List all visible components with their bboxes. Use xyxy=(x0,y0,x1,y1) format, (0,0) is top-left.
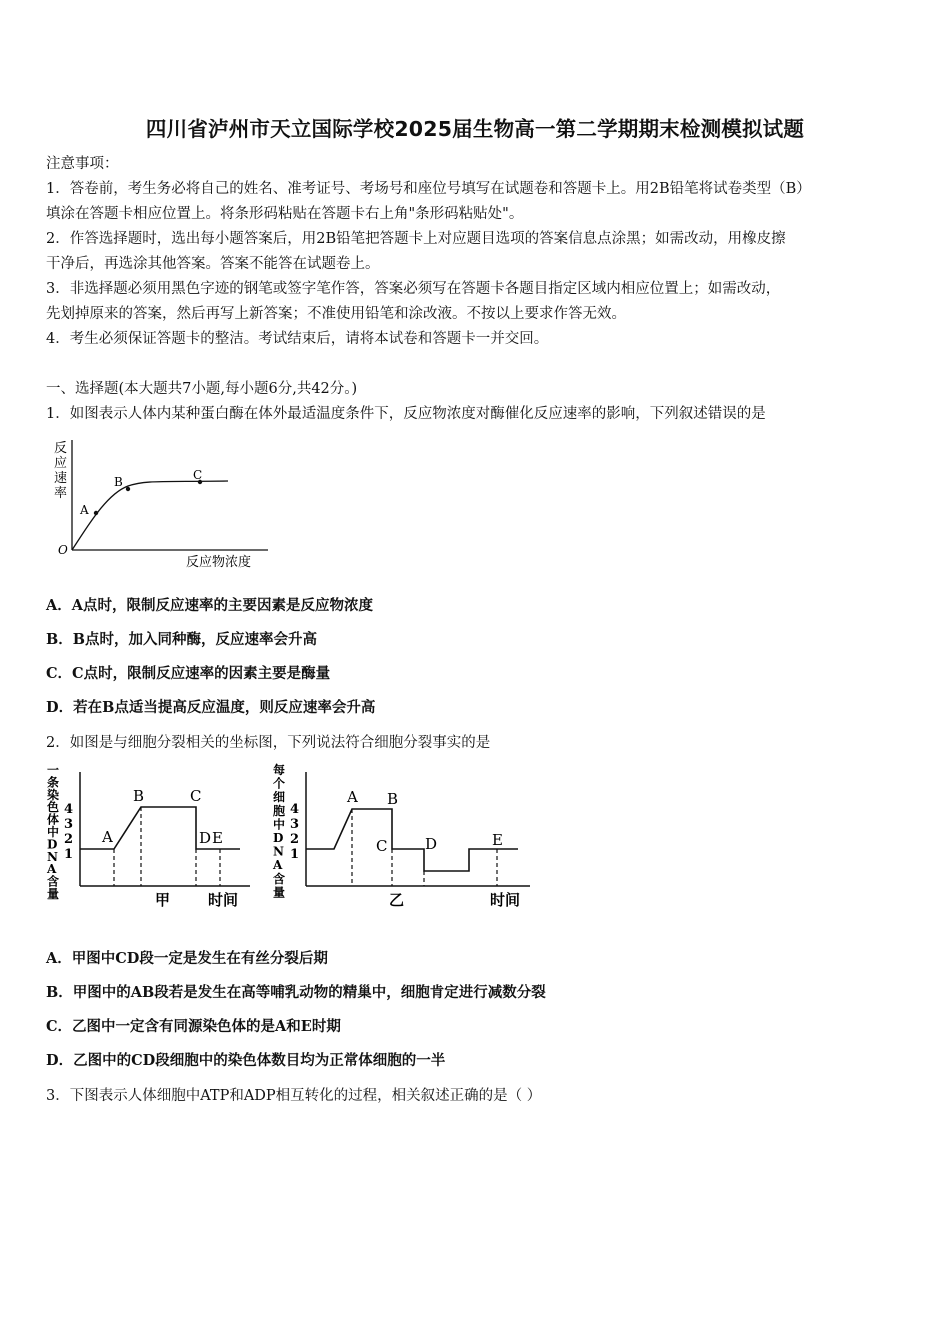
jia-ylabel xyxy=(46,763,59,901)
jia-ylabel-char: 含 xyxy=(47,874,60,889)
q2-option-a[interactable]: A．甲图中CD段一定是发生在有丝分裂后期 xyxy=(46,950,328,967)
jia-point-label: C xyxy=(190,787,202,805)
jia-ylabel-char: 体 xyxy=(47,812,60,827)
q2-option-d[interactable]: D．乙图中的CD段细胞中的染色体数目均为正常体细胞的一半 xyxy=(46,1052,446,1069)
notes-line: 3．非选择题必须用黑色字迹的钢笔或签字笔作答，答案必须写在答题卡各题目指定区域内相应位置上；如需改动， xyxy=(46,281,781,297)
jia-point-label: D xyxy=(199,829,212,847)
yi-ylabel-char: D xyxy=(273,831,284,845)
q2-chart-jia xyxy=(44,760,254,915)
q1-curve xyxy=(72,481,228,550)
jia-point-label: A xyxy=(102,828,113,846)
q1-option-a[interactable]: A．A点时，限制反应速率的主要因素是反应物浓度 xyxy=(46,597,374,614)
yi-ylabel-char: 细 xyxy=(273,790,286,805)
yi-ytick: 2 xyxy=(290,832,300,847)
q1-reaction-rate-graph xyxy=(46,434,276,574)
jia-ylabel-char: 色 xyxy=(47,800,60,815)
yi-ylabel-char: 量 xyxy=(273,885,286,900)
question-2-stem: 2．如图是与细胞分裂相关的坐标图，下列说法符合细胞分裂事实的是 xyxy=(46,735,491,751)
q1-ylabel-char: 反 xyxy=(54,441,68,456)
yi-ylabel-char: 个 xyxy=(273,776,286,791)
jia-ylabel-char: 中 xyxy=(47,825,60,839)
section-heading: 一、选择题(本大题共7小题,每小题6分,共42分。) xyxy=(46,381,358,397)
q2-option-c[interactable]: C．乙图中一定含有同源染色体的是A和E时期 xyxy=(46,1018,341,1035)
yi-xlabel: 时间 xyxy=(490,891,521,909)
notes-line: 4．考生必须保证答题卡的整洁。考试结束后，请将本试卷和答题卡一并交回。 xyxy=(46,331,549,347)
notes-line: 干净后，再选涂其他答案。答案不能答在试题卷上。 xyxy=(46,256,380,272)
question-1-stem: 1．如图表示人体内某种蛋白酶在体外最适温度条件下，反应物浓度对酶催化反应速率的影响，下列叙述错误的是 xyxy=(46,406,766,422)
q1-option-c[interactable]: C．C点时，限制反应速率的因素主要是酶量 xyxy=(46,665,331,682)
jia-ytick: 1 xyxy=(64,847,74,862)
yi-ylabel-char: A xyxy=(273,858,283,873)
question-3-stem: 3．下图表示人体细胞中ATP和ADP相互转化的过程，相关叙述正确的是（ ） xyxy=(46,1088,542,1104)
jia-ylabel-char: 条 xyxy=(47,775,60,790)
yi-ylabel-char: 每 xyxy=(273,763,286,777)
jia-name-label: 甲 xyxy=(155,891,171,909)
notes-heading: 注意事项： xyxy=(46,156,119,172)
yi-ytick: 4 xyxy=(290,802,300,817)
yi-ylabel-char: 含 xyxy=(273,871,286,886)
q1-label-c: C xyxy=(193,468,203,482)
notes-line: 填涂在答题卡相应位置上。将条形码粘贴在答题卡右上角"条形码粘贴处"。 xyxy=(46,206,524,222)
yi-name-label: 乙 xyxy=(389,891,405,909)
notes-line: 2．作答选择题时，选出每小题答案后，用2B铅笔把答题卡上对应题目选项的答案信息点涂黑；如需改动，用橡皮擦 xyxy=(46,231,786,247)
jia-ytick: 4 xyxy=(64,802,74,817)
yi-point-label: E xyxy=(492,831,503,849)
q1-ylabel-char: 应 xyxy=(54,456,68,471)
yi-point-label: C xyxy=(376,837,388,855)
jia-point-label: E xyxy=(212,829,223,847)
yi-ylabel-char: 中 xyxy=(273,817,286,832)
yi-ylabel-char: 胞 xyxy=(273,803,286,818)
yi-ylabel xyxy=(272,762,285,899)
q1-ylabel-char: 速 xyxy=(54,471,68,486)
yi-ytick: 3 xyxy=(290,817,300,832)
q1-point-a xyxy=(94,511,98,515)
yi-ylabel-char: N xyxy=(273,844,284,859)
yi-point-label: D xyxy=(425,835,438,853)
q1-label-a: A xyxy=(80,503,89,517)
jia-ylabel-char: D xyxy=(47,837,58,852)
yi-series-line xyxy=(306,809,518,871)
q1-point-b xyxy=(126,487,130,491)
notes-line: 先划掉原来的答案，然后再写上新答案；不准使用铅笔和涂改液。不按以上要求作答无效。 xyxy=(46,306,626,322)
yi-ytick: 1 xyxy=(290,847,300,862)
q1-ylabel-char: 率 xyxy=(54,486,68,501)
q1-option-b[interactable]: B．B点时，加入同种酶，反应速率会升高 xyxy=(46,631,318,648)
q1-label-b: B xyxy=(114,475,123,489)
jia-ylabel-char: N xyxy=(47,849,58,864)
jia-xlabel: 时间 xyxy=(208,891,239,909)
q2-chart-yi xyxy=(268,760,538,915)
jia-ytick: 2 xyxy=(64,832,74,847)
jia-ylabel-char: 一 xyxy=(47,763,60,777)
q1-origin: O xyxy=(58,543,68,557)
yi-point-label: B xyxy=(387,790,399,808)
notes-line: 1．答卷前，考生务必将自己的姓名、准考证号、考场号和座位号填写在试题卷和答题卡上。用2B铅笔将试卷类型（B） xyxy=(46,181,811,197)
jia-ylabel-char: 量 xyxy=(47,887,60,901)
q2-option-b[interactable]: B．甲图中的AB段若是发生在高等哺乳动物的精巢中，细胞肯定进行减数分裂 xyxy=(46,984,546,1001)
page-title: 四川省泸州市天立国际学校2025届生物高一第二学期期末检测模拟试题 xyxy=(145,117,805,141)
jia-ytick: 3 xyxy=(64,817,74,832)
jia-ylabel-char: A xyxy=(47,862,57,877)
jia-ylabel-char: 染 xyxy=(47,787,60,802)
jia-point-label: B xyxy=(133,787,145,805)
q1-option-d[interactable]: D．若在B点适当提高反应温度，则反应速率会升高 xyxy=(46,699,376,716)
q1-xlabel: 反应物浓度 xyxy=(186,555,252,570)
yi-point-label: A xyxy=(347,788,358,806)
